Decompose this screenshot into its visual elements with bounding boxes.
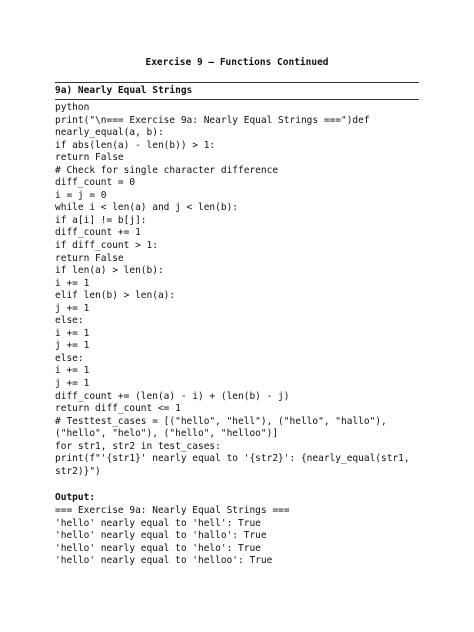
output-line: === Exercise 9a: Nearly Equal Strings === — [55, 505, 290, 516]
code-line: print(f"'{str1}' nearly equal to '{str2}': {nearly_equal(str1, — [55, 453, 410, 465]
code-line: i += 1 — [55, 365, 90, 377]
output-block — [55, 505, 419, 568]
code-line: i = j = 0 — [55, 189, 107, 201]
output-line: 'hello' nearly equal to 'helo': True — [55, 542, 261, 554]
code-line: j += 1 — [55, 302, 90, 314]
code-line: i += 1 — [55, 277, 90, 289]
page-title: Exercise 9 – Functions Continued — [145, 57, 329, 68]
code-line: for str1, str2 in test_cases: — [55, 440, 221, 452]
code-line: if diff_count > 1: — [55, 240, 158, 252]
code-line: i += 1 — [55, 327, 90, 339]
code-line: elif len(b) > len(a): — [55, 290, 176, 302]
code-line: # Check for single character difference — [55, 164, 279, 176]
code-line: diff_count = 0 — [55, 177, 136, 189]
code-line: j += 1 — [55, 340, 90, 352]
code-line: while i < len(a) and j < len(b): — [55, 202, 239, 214]
heading-bottom-rule — [55, 99, 419, 100]
output-heading: Output: — [55, 492, 96, 503]
code-line: else: — [55, 315, 84, 327]
code-line: j += 1 — [55, 378, 90, 390]
code-line: python — [55, 102, 90, 113]
code-line: diff_count += (len(a) - i) + (len(b) - j) — [55, 390, 290, 402]
code-line: ("hello", "helo"), ("hello", "helloo")] — [55, 428, 279, 440]
code-line: # Testtest_cases = [("hello", "hell"), ("hello", "hallo"), — [55, 415, 387, 427]
code-line: diff_count += 1 — [55, 227, 141, 239]
code-line: if len(a) > len(b): — [55, 265, 164, 277]
code-line: print("\n=== Exercise 9a: Nearly Equal Strings ===")def — [55, 114, 370, 126]
code-line: return False — [55, 252, 124, 264]
code-block — [55, 102, 419, 478]
code-line: nearly_equal(a, b): — [55, 127, 164, 139]
code-line: str2)}") — [55, 465, 101, 477]
section-heading: 9a) Nearly Equal Strings — [55, 85, 193, 96]
code-line: if a[i] != b[j]: — [55, 214, 147, 226]
code-line: return False — [55, 152, 124, 164]
output-line: 'hello' nearly equal to 'hell': True — [55, 517, 261, 529]
code-line: else: — [55, 352, 84, 364]
heading-top-rule — [55, 82, 419, 83]
output-line: 'hello' nearly equal to 'helloo': True — [55, 555, 273, 567]
output-line: 'hello' nearly equal to 'hallo': True — [55, 530, 267, 542]
code-line: return diff_count <= 1 — [55, 403, 181, 415]
code-line: if abs(len(a) - len(b)) > 1: — [55, 139, 216, 151]
